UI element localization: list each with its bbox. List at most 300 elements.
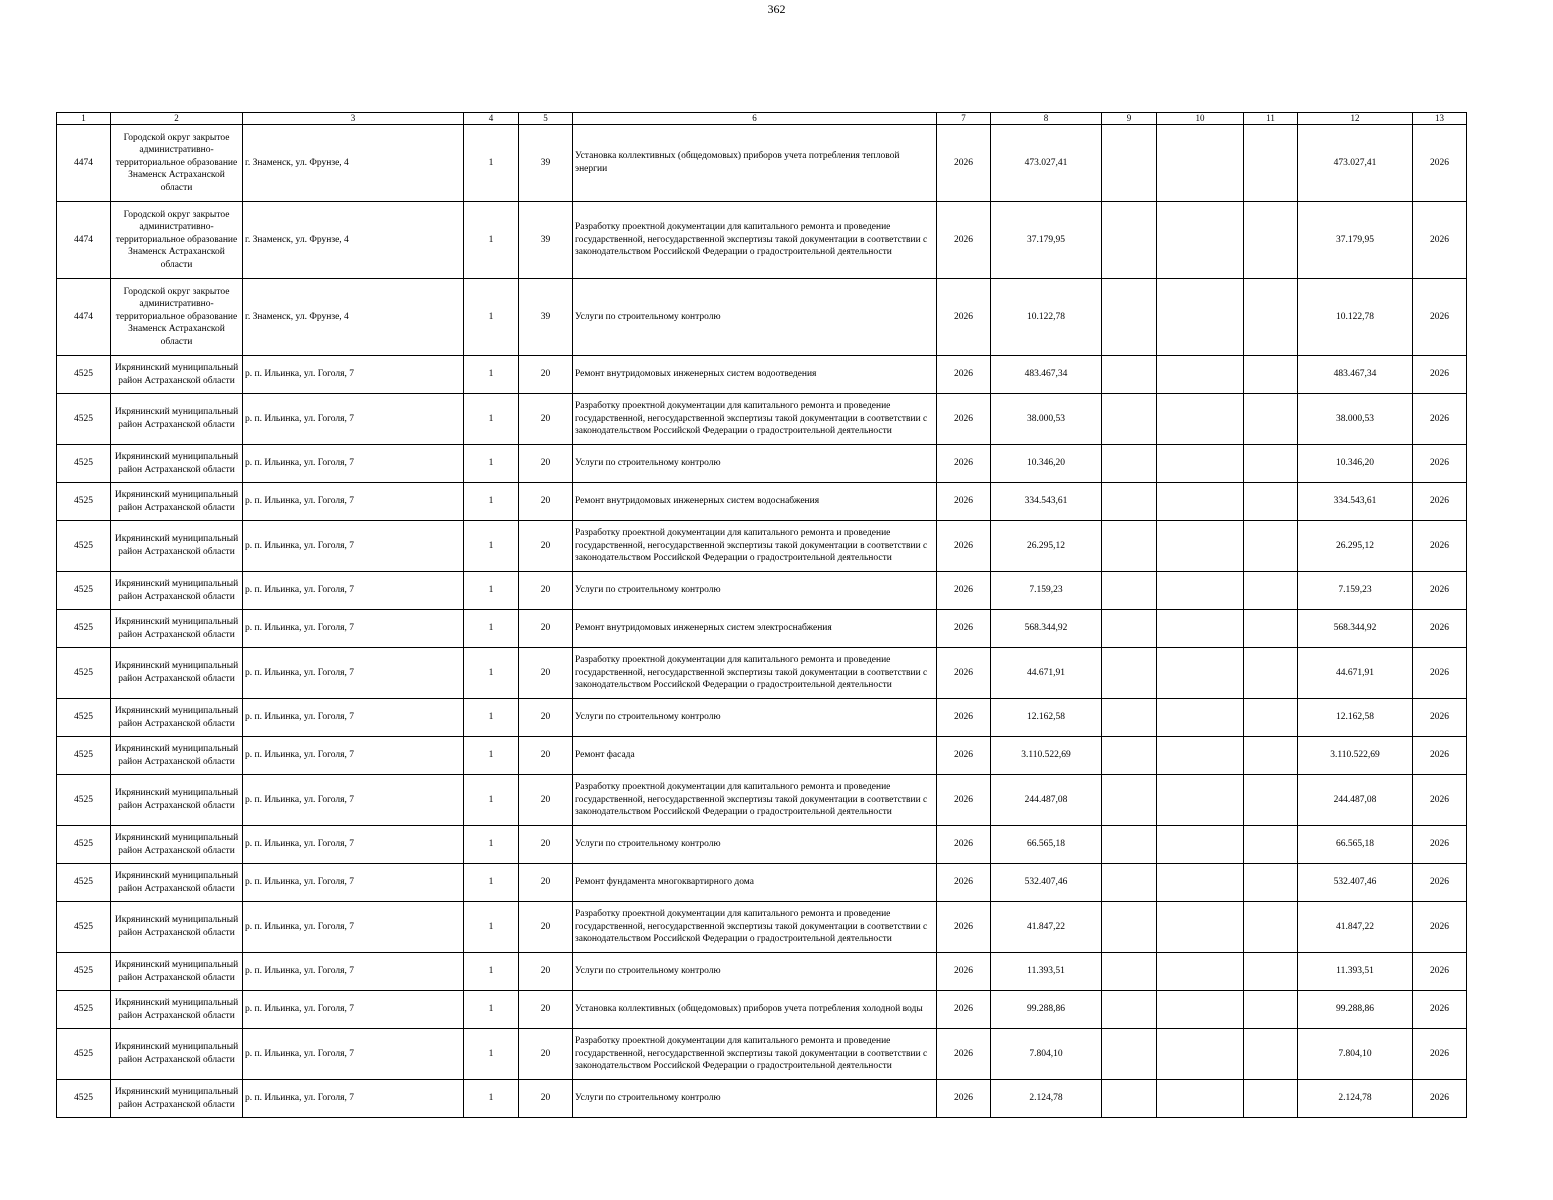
- col-4-value: 1: [464, 953, 519, 991]
- table-row: [57, 202, 1467, 279]
- house-address: р. п. Ильинка, ул. Гоголя, 7: [243, 1080, 464, 1118]
- municipality-name: Икрянинский муниципальный район Астраханской области: [111, 483, 243, 521]
- work-type: Услуги по строительному контролю: [573, 953, 937, 991]
- work-type: Разработку проектной документации для капитального ремонта и проведение государственной, негосударственной экспертизы такой документации в соответствии с законодательством Российской Федерации о градостроительной деятельности: [573, 202, 937, 279]
- col-12-amount: 7.159,23: [1298, 572, 1413, 610]
- house-address: р. п. Ильинка, ул. Гоголя, 7: [243, 394, 464, 445]
- table-row: [57, 953, 1467, 991]
- col-5-value: 20: [519, 991, 573, 1029]
- table-row: [57, 394, 1467, 445]
- col-9-value: [1102, 826, 1157, 864]
- col-9-value: [1102, 394, 1157, 445]
- col-12-amount: 7.804,10: [1298, 1029, 1413, 1080]
- col-12-amount: 483.467,34: [1298, 356, 1413, 394]
- col-10-value: [1157, 279, 1244, 356]
- row-id: 4525: [57, 953, 111, 991]
- col-5-value: 20: [519, 902, 573, 953]
- row-id: 4525: [57, 356, 111, 394]
- cost-amount: 37.179,95: [991, 202, 1102, 279]
- col-13-year: 2026: [1413, 775, 1467, 826]
- col-13-year: 2026: [1413, 394, 1467, 445]
- year-value: 2026: [937, 648, 991, 699]
- col-10-value: [1157, 902, 1244, 953]
- col-10-value: [1157, 775, 1244, 826]
- cost-amount: 568.344,92: [991, 610, 1102, 648]
- row-id: 4525: [57, 1029, 111, 1080]
- col-12-amount: 2.124,78: [1298, 1080, 1413, 1118]
- col-12-amount: 66.565,18: [1298, 826, 1413, 864]
- col-9-value: [1102, 521, 1157, 572]
- col-4-value: 1: [464, 279, 519, 356]
- municipality-name: Икрянинский муниципальный район Астраханской области: [111, 864, 243, 902]
- col-9-value: [1102, 610, 1157, 648]
- table-row: [57, 1029, 1467, 1080]
- row-id: 4525: [57, 648, 111, 699]
- year-value: 2026: [937, 826, 991, 864]
- col-5-value: 39: [519, 202, 573, 279]
- municipality-name: Икрянинский муниципальный район Астраханской области: [111, 445, 243, 483]
- work-type: Ремонт фасада: [573, 737, 937, 775]
- col-11-value: [1244, 648, 1298, 699]
- table-header: [57, 113, 1467, 125]
- col-11-value: [1244, 483, 1298, 521]
- col-13-year: 2026: [1413, 902, 1467, 953]
- col-9-value: [1102, 483, 1157, 521]
- col-13-year: 2026: [1413, 648, 1467, 699]
- work-type: Разработку проектной документации для капитального ремонта и проведение государственной, негосударственной экспертизы такой документации в соответствии с законодательством Российской Федерации о градостроительной деятельности: [573, 1029, 937, 1080]
- col-12-amount: 37.179,95: [1298, 202, 1413, 279]
- table-row: [57, 572, 1467, 610]
- table-row: [57, 737, 1467, 775]
- table-row: [57, 902, 1467, 953]
- house-address: р. п. Ильинка, ул. Гоголя, 7: [243, 483, 464, 521]
- col-13-year: 2026: [1413, 572, 1467, 610]
- col-12-amount: 3.110.522,69: [1298, 737, 1413, 775]
- col-12-amount: 334.543,61: [1298, 483, 1413, 521]
- col-11-value: [1244, 737, 1298, 775]
- work-type: Ремонт внутридомовых инженерных систем водоснабжения: [573, 483, 937, 521]
- municipality-name: Икрянинский муниципальный район Астраханской области: [111, 1029, 243, 1080]
- cost-amount: 473.027,41: [991, 125, 1102, 202]
- municipality-name: Икрянинский муниципальный район Астраханской области: [111, 1080, 243, 1118]
- col-11-value: [1244, 445, 1298, 483]
- year-value: 2026: [937, 737, 991, 775]
- municipality-name: Городской округ закрытое административно-территориальное образование Знаменск Астраханской области: [111, 279, 243, 356]
- col-11-value: [1244, 356, 1298, 394]
- table-row: [57, 699, 1467, 737]
- col-13-year: 2026: [1413, 202, 1467, 279]
- col-12-amount: 11.393,51: [1298, 953, 1413, 991]
- col-10-value: [1157, 991, 1244, 1029]
- cost-amount: 532.407,46: [991, 864, 1102, 902]
- col-5-value: 20: [519, 1029, 573, 1080]
- col-5-value: 39: [519, 279, 573, 356]
- col-12-amount: 99.288,86: [1298, 991, 1413, 1029]
- cost-amount: 44.671,91: [991, 648, 1102, 699]
- house-address: р. п. Ильинка, ул. Гоголя, 7: [243, 572, 464, 610]
- year-value: 2026: [937, 953, 991, 991]
- col-5-value: 20: [519, 864, 573, 902]
- col-10-value: [1157, 125, 1244, 202]
- house-address: р. п. Ильинка, ул. Гоголя, 7: [243, 826, 464, 864]
- col-11-value: [1244, 1080, 1298, 1118]
- cost-amount: 12.162,58: [991, 699, 1102, 737]
- col-4-value: 1: [464, 356, 519, 394]
- row-id: 4474: [57, 125, 111, 202]
- col-11-value: [1244, 864, 1298, 902]
- cost-amount: 11.393,51: [991, 953, 1102, 991]
- year-value: 2026: [937, 610, 991, 648]
- capital-repair-table: [56, 112, 1467, 1118]
- year-value: 2026: [937, 483, 991, 521]
- municipality-name: Икрянинский муниципальный район Астраханской области: [111, 775, 243, 826]
- house-address: р. п. Ильинка, ул. Гоголя, 7: [243, 953, 464, 991]
- row-id: 4525: [57, 610, 111, 648]
- municipality-name: Икрянинский муниципальный район Астраханской области: [111, 356, 243, 394]
- col-10-value: [1157, 521, 1244, 572]
- column-number-7: 7: [937, 113, 991, 125]
- col-11-value: [1244, 699, 1298, 737]
- col-9-value: [1102, 737, 1157, 775]
- col-13-year: 2026: [1413, 610, 1467, 648]
- cost-amount: 244.487,08: [991, 775, 1102, 826]
- col-4-value: 1: [464, 483, 519, 521]
- column-number-9: 9: [1102, 113, 1157, 125]
- row-id: 4525: [57, 737, 111, 775]
- col-10-value: [1157, 648, 1244, 699]
- year-value: 2026: [937, 864, 991, 902]
- row-id: 4525: [57, 864, 111, 902]
- col-13-year: 2026: [1413, 1080, 1467, 1118]
- col-10-value: [1157, 1029, 1244, 1080]
- col-11-value: [1244, 610, 1298, 648]
- col-9-value: [1102, 775, 1157, 826]
- table-row: [57, 356, 1467, 394]
- col-13-year: 2026: [1413, 483, 1467, 521]
- column-number-11: 11: [1244, 113, 1298, 125]
- house-address: р. п. Ильинка, ул. Гоголя, 7: [243, 648, 464, 699]
- col-10-value: [1157, 1080, 1244, 1118]
- house-address: р. п. Ильинка, ул. Гоголя, 7: [243, 1029, 464, 1080]
- col-5-value: 20: [519, 775, 573, 826]
- table-row: [57, 991, 1467, 1029]
- col-13-year: 2026: [1413, 125, 1467, 202]
- house-address: г. Знаменск, ул. Фрунзе, 4: [243, 125, 464, 202]
- work-type: Установка коллективных (общедомовых) приборов учета потребления тепловой энергии: [573, 125, 937, 202]
- year-value: 2026: [937, 1029, 991, 1080]
- year-value: 2026: [937, 902, 991, 953]
- col-10-value: [1157, 737, 1244, 775]
- col-12-amount: 26.295,12: [1298, 521, 1413, 572]
- column-number-4: 4: [464, 113, 519, 125]
- cost-amount: 26.295,12: [991, 521, 1102, 572]
- col-5-value: 20: [519, 1080, 573, 1118]
- work-type: Разработку проектной документации для капитального ремонта и проведение государственной, негосударственной экспертизы такой документации в соответствии с законодательством Российской Федерации о градостроительной деятельности: [573, 394, 937, 445]
- col-10-value: [1157, 202, 1244, 279]
- col-4-value: 1: [464, 1080, 519, 1118]
- work-type: Разработку проектной документации для капитального ремонта и проведение государственной, негосударственной экспертизы такой документации в соответствии с законодательством Российской Федерации о градостроительной деятельности: [573, 775, 937, 826]
- municipality-name: Икрянинский муниципальный район Астраханской области: [111, 648, 243, 699]
- column-number-1: 1: [57, 113, 111, 125]
- col-4-value: 1: [464, 610, 519, 648]
- page-number: 362: [767, 2, 786, 16]
- col-4-value: 1: [464, 864, 519, 902]
- cost-amount: 483.467,34: [991, 356, 1102, 394]
- col-12-amount: 12.162,58: [1298, 699, 1413, 737]
- municipality-name: Икрянинский муниципальный район Астраханской области: [111, 902, 243, 953]
- col-5-value: 20: [519, 648, 573, 699]
- col-12-amount: 568.344,92: [1298, 610, 1413, 648]
- col-4-value: 1: [464, 572, 519, 610]
- row-id: 4525: [57, 902, 111, 953]
- year-value: 2026: [937, 775, 991, 826]
- col-13-year: 2026: [1413, 864, 1467, 902]
- cost-amount: 66.565,18: [991, 826, 1102, 864]
- table-row: [57, 648, 1467, 699]
- year-value: 2026: [937, 699, 991, 737]
- work-type: Услуги по строительному контролю: [573, 1080, 937, 1118]
- col-10-value: [1157, 394, 1244, 445]
- cost-amount: 7.804,10: [991, 1029, 1102, 1080]
- col-5-value: 20: [519, 826, 573, 864]
- work-type: Разработку проектной документации для капитального ремонта и проведение государственной, негосударственной экспертизы такой документации в соответствии с законодательством Российской Федерации о градостроительной деятельности: [573, 648, 937, 699]
- work-type: Разработку проектной документации для капитального ремонта и проведение государственной, негосударственной экспертизы такой документации в соответствии с законодательством Российской Федерации о градостроительной деятельности: [573, 521, 937, 572]
- municipality-name: Икрянинский муниципальный район Астраханской области: [111, 953, 243, 991]
- col-10-value: [1157, 864, 1244, 902]
- municipality-name: Икрянинский муниципальный район Астраханской области: [111, 521, 243, 572]
- col-9-value: [1102, 202, 1157, 279]
- row-id: 4525: [57, 775, 111, 826]
- municipality-name: Икрянинский муниципальный район Астраханской области: [111, 737, 243, 775]
- table-row: [57, 775, 1467, 826]
- cost-amount: 41.847,22: [991, 902, 1102, 953]
- col-4-value: 1: [464, 125, 519, 202]
- col-11-value: [1244, 202, 1298, 279]
- col-13-year: 2026: [1413, 699, 1467, 737]
- col-10-value: [1157, 699, 1244, 737]
- col-13-year: 2026: [1413, 991, 1467, 1029]
- row-id: 4525: [57, 521, 111, 572]
- row-id: 4525: [57, 572, 111, 610]
- cost-amount: 38.000,53: [991, 394, 1102, 445]
- column-number-row: [57, 113, 1467, 125]
- col-4-value: 1: [464, 775, 519, 826]
- col-13-year: 2026: [1413, 356, 1467, 394]
- col-9-value: [1102, 991, 1157, 1029]
- col-4-value: 1: [464, 648, 519, 699]
- col-5-value: 20: [519, 394, 573, 445]
- col-11-value: [1244, 125, 1298, 202]
- col-13-year: 2026: [1413, 521, 1467, 572]
- municipality-name: Городской округ закрытое административно-территориальное образование Знаменск Астраханской области: [111, 125, 243, 202]
- work-type: Услуги по строительному контролю: [573, 826, 937, 864]
- col-11-value: [1244, 1029, 1298, 1080]
- cost-amount: 99.288,86: [991, 991, 1102, 1029]
- col-12-amount: 41.847,22: [1298, 902, 1413, 953]
- year-value: 2026: [937, 394, 991, 445]
- row-id: 4474: [57, 279, 111, 356]
- cost-amount: 7.159,23: [991, 572, 1102, 610]
- column-number-2: 2: [111, 113, 243, 125]
- municipality-name: Икрянинский муниципальный район Астраханской области: [111, 394, 243, 445]
- col-4-value: 1: [464, 394, 519, 445]
- col-5-value: 20: [519, 737, 573, 775]
- municipality-name: Городской округ закрытое административно-территориальное образование Знаменск Астраханской области: [111, 202, 243, 279]
- col-4-value: 1: [464, 1029, 519, 1080]
- house-address: р. п. Ильинка, ул. Гоголя, 7: [243, 864, 464, 902]
- row-id: 4525: [57, 991, 111, 1029]
- year-value: 2026: [937, 279, 991, 356]
- house-address: р. п. Ильинка, ул. Гоголя, 7: [243, 356, 464, 394]
- col-9-value: [1102, 445, 1157, 483]
- col-13-year: 2026: [1413, 279, 1467, 356]
- col-4-value: 1: [464, 902, 519, 953]
- house-address: р. п. Ильинка, ул. Гоголя, 7: [243, 610, 464, 648]
- col-12-amount: 10.346,20: [1298, 445, 1413, 483]
- year-value: 2026: [937, 445, 991, 483]
- col-9-value: [1102, 1029, 1157, 1080]
- col-12-amount: 244.487,08: [1298, 775, 1413, 826]
- column-number-10: 10: [1157, 113, 1244, 125]
- table-row: [57, 864, 1467, 902]
- col-4-value: 1: [464, 521, 519, 572]
- col-12-amount: 532.407,46: [1298, 864, 1413, 902]
- house-address: р. п. Ильинка, ул. Гоголя, 7: [243, 991, 464, 1029]
- house-address: р. п. Ильинка, ул. Гоголя, 7: [243, 445, 464, 483]
- col-5-value: 20: [519, 483, 573, 521]
- col-5-value: 20: [519, 445, 573, 483]
- house-address: г. Знаменск, ул. Фрунзе, 4: [243, 279, 464, 356]
- cost-amount: 3.110.522,69: [991, 737, 1102, 775]
- work-type: Услуги по строительному контролю: [573, 279, 937, 356]
- column-number-3: 3: [243, 113, 464, 125]
- col-4-value: 1: [464, 991, 519, 1029]
- col-11-value: [1244, 775, 1298, 826]
- work-type: Услуги по строительному контролю: [573, 445, 937, 483]
- work-type: Ремонт внутридомовых инженерных систем водоотведения: [573, 356, 937, 394]
- house-address: р. п. Ильинка, ул. Гоголя, 7: [243, 902, 464, 953]
- column-number-8: 8: [991, 113, 1102, 125]
- table-body: [57, 125, 1467, 1118]
- col-4-value: 1: [464, 445, 519, 483]
- col-10-value: [1157, 445, 1244, 483]
- col-10-value: [1157, 356, 1244, 394]
- table-row: [57, 610, 1467, 648]
- table-row: [57, 826, 1467, 864]
- col-10-value: [1157, 483, 1244, 521]
- municipality-name: Икрянинский муниципальный район Астраханской области: [111, 826, 243, 864]
- col-12-amount: 473.027,41: [1298, 125, 1413, 202]
- year-value: 2026: [937, 521, 991, 572]
- row-id: 4474: [57, 202, 111, 279]
- row-id: 4525: [57, 699, 111, 737]
- year-value: 2026: [937, 572, 991, 610]
- cost-amount: 334.543,61: [991, 483, 1102, 521]
- col-5-value: 20: [519, 521, 573, 572]
- col-9-value: [1102, 648, 1157, 699]
- col-11-value: [1244, 394, 1298, 445]
- column-number-12: 12: [1298, 113, 1413, 125]
- col-11-value: [1244, 953, 1298, 991]
- column-number-13: 13: [1413, 113, 1467, 125]
- year-value: 2026: [937, 991, 991, 1029]
- municipality-name: Икрянинский муниципальный район Астраханской области: [111, 572, 243, 610]
- table-row: [57, 483, 1467, 521]
- col-9-value: [1102, 125, 1157, 202]
- col-11-value: [1244, 902, 1298, 953]
- table-row: [57, 521, 1467, 572]
- row-id: 4525: [57, 394, 111, 445]
- year-value: 2026: [937, 125, 991, 202]
- col-11-value: [1244, 826, 1298, 864]
- col-4-value: 1: [464, 699, 519, 737]
- work-type: Услуги по строительному контролю: [573, 699, 937, 737]
- year-value: 2026: [937, 202, 991, 279]
- cost-amount: 10.122,78: [991, 279, 1102, 356]
- table-row: [57, 279, 1467, 356]
- municipality-name: Икрянинский муниципальный район Астраханской области: [111, 991, 243, 1029]
- col-9-value: [1102, 953, 1157, 991]
- col-4-value: 1: [464, 202, 519, 279]
- municipality-name: Икрянинский муниципальный район Астраханской области: [111, 699, 243, 737]
- col-12-amount: 10.122,78: [1298, 279, 1413, 356]
- col-12-amount: 38.000,53: [1298, 394, 1413, 445]
- house-address: р. п. Ильинка, ул. Гоголя, 7: [243, 775, 464, 826]
- year-value: 2026: [937, 356, 991, 394]
- col-11-value: [1244, 521, 1298, 572]
- work-type: Ремонт внутридомовых инженерных систем электроснабжения: [573, 610, 937, 648]
- col-11-value: [1244, 572, 1298, 610]
- col-5-value: 20: [519, 572, 573, 610]
- house-address: р. п. Ильинка, ул. Гоголя, 7: [243, 737, 464, 775]
- table-row: [57, 1080, 1467, 1118]
- col-13-year: 2026: [1413, 737, 1467, 775]
- year-value: 2026: [937, 1080, 991, 1118]
- col-13-year: 2026: [1413, 1029, 1467, 1080]
- col-12-amount: 44.671,91: [1298, 648, 1413, 699]
- cost-amount: 2.124,78: [991, 1080, 1102, 1118]
- col-13-year: 2026: [1413, 826, 1467, 864]
- table-row: [57, 125, 1467, 202]
- house-address: р. п. Ильинка, ул. Гоголя, 7: [243, 699, 464, 737]
- row-id: 4525: [57, 483, 111, 521]
- work-type: Разработку проектной документации для капитального ремонта и проведение государственной, негосударственной экспертизы такой документации в соответствии с законодательством Российской Федерации о градостроительной деятельности: [573, 902, 937, 953]
- col-9-value: [1102, 1080, 1157, 1118]
- col-5-value: 39: [519, 125, 573, 202]
- col-5-value: 20: [519, 356, 573, 394]
- house-address: р. п. Ильинка, ул. Гоголя, 7: [243, 521, 464, 572]
- col-9-value: [1102, 902, 1157, 953]
- col-13-year: 2026: [1413, 953, 1467, 991]
- col-5-value: 20: [519, 953, 573, 991]
- work-type: Услуги по строительному контролю: [573, 572, 937, 610]
- column-number-5: 5: [519, 113, 573, 125]
- cost-amount: 10.346,20: [991, 445, 1102, 483]
- column-number-6: 6: [573, 113, 937, 125]
- col-11-value: [1244, 279, 1298, 356]
- col-4-value: 1: [464, 826, 519, 864]
- col-4-value: 1: [464, 737, 519, 775]
- municipality-name: Икрянинский муниципальный район Астраханской области: [111, 610, 243, 648]
- col-11-value: [1244, 991, 1298, 1029]
- col-10-value: [1157, 610, 1244, 648]
- row-id: 4525: [57, 445, 111, 483]
- col-5-value: 20: [519, 699, 573, 737]
- col-9-value: [1102, 572, 1157, 610]
- col-10-value: [1157, 826, 1244, 864]
- col-10-value: [1157, 953, 1244, 991]
- work-type: Ремонт фундамента многоквартирного дома: [573, 864, 937, 902]
